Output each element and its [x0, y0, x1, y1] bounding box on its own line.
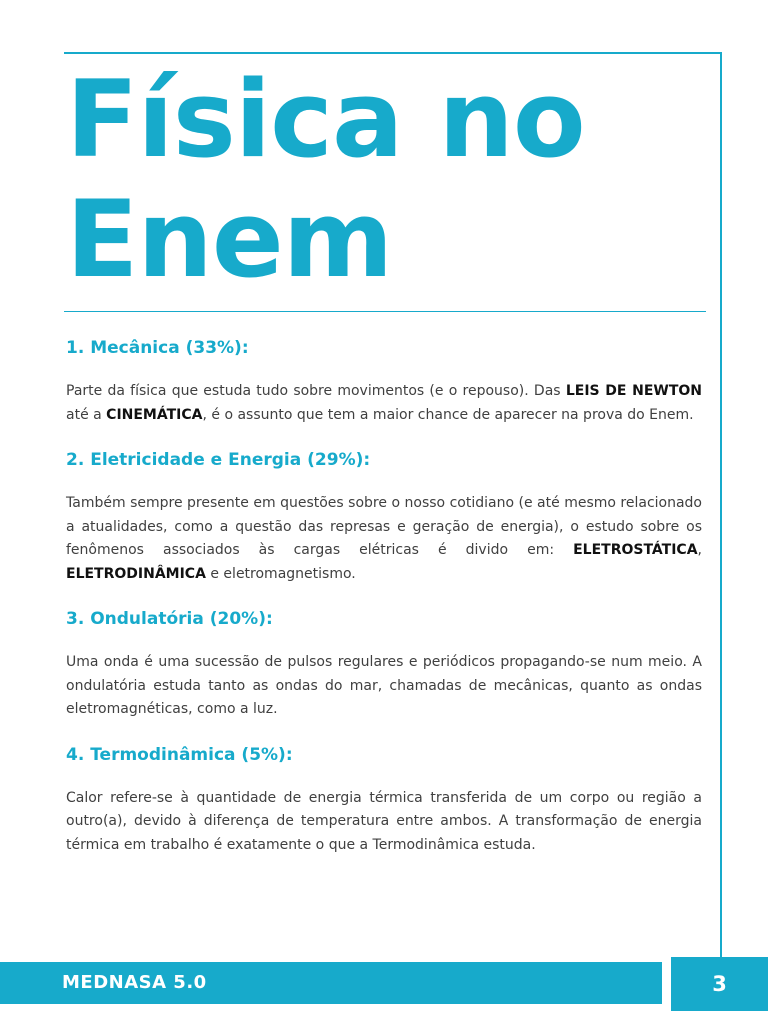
text-run: Uma onda é uma sucessão de pulsos regulares e periódicos propagando-se num meio. A ondulatória estuda tanto as ondas do mar, chamadas de mecânicas, quanto as ondas eletromagnéticas, como a luz. — [66, 654, 702, 717]
section-text — [66, 651, 702, 722]
title-line-1: Física no — [66, 58, 585, 181]
text-run: , é o assunto que tem a maior chance de aparecer na prova do Enem. — [202, 406, 694, 423]
text-run: até a — [66, 406, 107, 423]
content — [66, 336, 702, 878]
frame-right-border — [720, 52, 722, 999]
text-run: Parte da física que estuda tudo sobre movimentos (e o repouso). Das — [66, 383, 566, 399]
section-text — [66, 492, 702, 586]
section-text — [66, 380, 702, 427]
section-heading: 1. Mecânica (33%): — [66, 338, 249, 358]
page-title — [66, 60, 585, 300]
bold-term: ELETRODINÂMICA — [66, 565, 206, 582]
section-termodinamica — [66, 743, 702, 858]
section-text — [66, 787, 702, 858]
text-run: e eletromagnetismo. — [205, 565, 356, 582]
section-eletricidade — [66, 448, 702, 586]
bold-term: ELETROSTÁTICA — [573, 542, 698, 558]
section-mecanica — [66, 336, 702, 427]
title-divider — [64, 311, 706, 312]
bold-term: LEIS DE NEWTON — [565, 383, 702, 399]
title-line-2: Enem — [66, 178, 393, 301]
page-number: 3 — [671, 957, 768, 1011]
section-heading: 4. Termodinâmica (5%): — [66, 744, 293, 765]
frame-top-border — [64, 52, 722, 54]
text-run: Calor refere-se à quantidade de energia térmica transferida de um corpo ou região a outro(a), devido à diferença de temperatura entre ambos. A transformação de energia térmica em trabalho é exatamente o que a Termodinâmica estuda. — [66, 789, 702, 853]
text-run: Também sempre presente em questões sobre o nosso cotidiano (e até mesmo relacionado a atualidades, como a questão das represas e geração de energia), o estudo sobre os fenômenos associados às cargas elétricas é divido em: — [66, 495, 702, 558]
bold-term: CINEMÁTICA — [106, 406, 203, 423]
text-run: , — [697, 542, 702, 558]
footer-brand: MEDNASA 5.0 — [62, 972, 207, 993]
section-heading: 2. Eletricidade e Energia (29%): — [66, 450, 371, 470]
section-heading: 3. Ondulatória (20%): — [66, 609, 273, 629]
section-ondulatoria — [66, 607, 702, 722]
